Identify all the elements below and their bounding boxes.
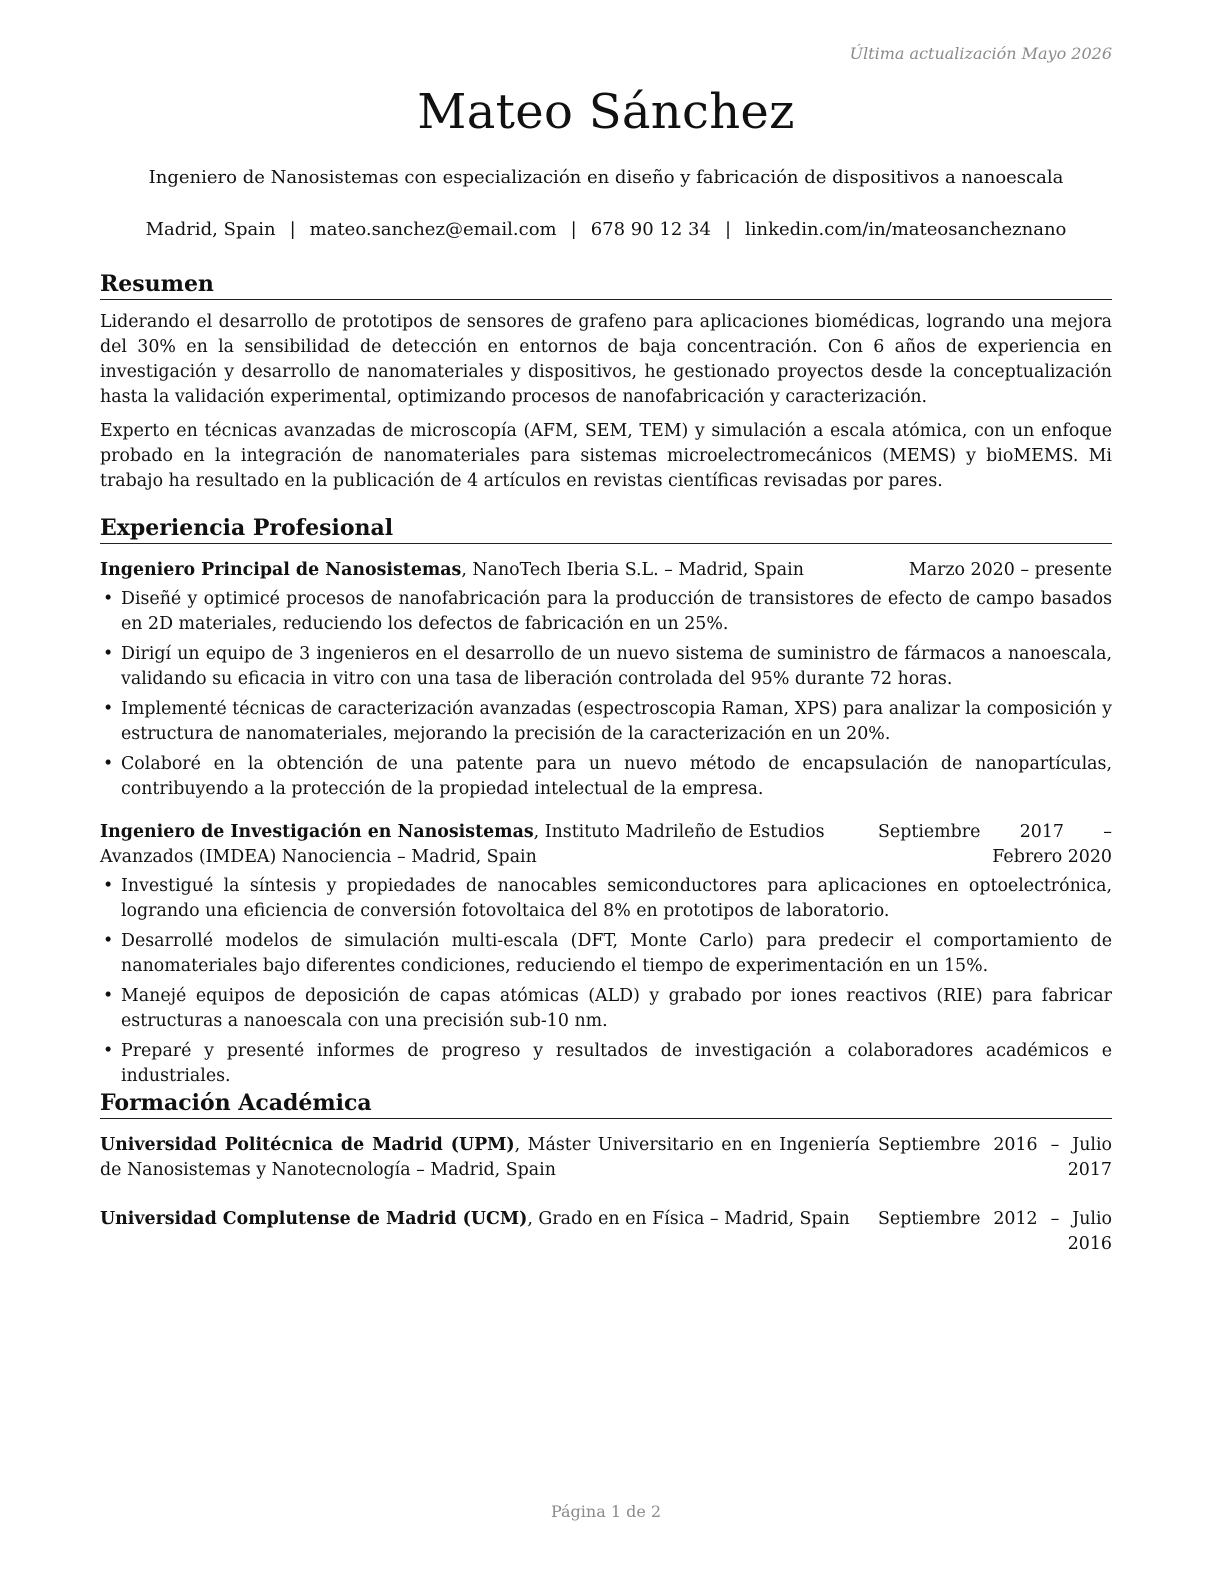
experience-entry bbox=[100, 558, 1112, 802]
contact-location: Madrid, Spain bbox=[145, 219, 276, 240]
bullet-icon: • bbox=[103, 931, 114, 951]
job-bullets bbox=[100, 874, 1112, 1089]
job-organization: , Instituto Madrileño de Estudios Avanzados (IMDEA) Nanociencia – Madrid, Spain bbox=[100, 822, 825, 867]
school-name: Universidad Complutense de Madrid (UCM) bbox=[100, 1209, 528, 1229]
section-title-education: Formación Académica bbox=[100, 1089, 1112, 1119]
list-item: • Dirigí un equipo de 3 ingenieros en el desarrollo de un nuevo sistema de suministro de fármacos a nanoescala, validando su eficacia in vitro con una tasa de liberación controlada del 95% durante 72 horas. bbox=[103, 644, 1112, 689]
degree-detail: , Grado en en Física – Madrid, Spain bbox=[527, 1209, 850, 1229]
education-dates: Septiembre 2012 – Julio 2016 bbox=[878, 1209, 1112, 1254]
education-dates: Septiembre 2016 – Julio 2017 bbox=[878, 1135, 1112, 1180]
contact-separator: | bbox=[724, 219, 732, 240]
job-dates: Marzo 2020 – presente bbox=[908, 560, 1112, 580]
entry-header bbox=[100, 1133, 1112, 1183]
page-number: Página 1 de 2 bbox=[550, 1502, 662, 1521]
job-bullets bbox=[100, 587, 1112, 802]
entry-header bbox=[100, 558, 1112, 583]
entry-header bbox=[100, 820, 1112, 870]
contact-email[interactable]: mateo.sanchez@email.com bbox=[309, 219, 557, 240]
job-role: Ingeniero Principal de Nanosistemas bbox=[100, 560, 462, 580]
list-item: • Manejé equipos de deposición de capas atómicas (ALD) y grabado por iones reactivos (RIE) para fabricar estructuras a nanoescala con una precisión sub-10 nm. bbox=[103, 986, 1112, 1031]
bullet-icon: • bbox=[103, 754, 114, 774]
tagline: Ingeniero de Nanosistemas con especialización en diseño y fabricación de dispositivos a nanoescala bbox=[148, 167, 1064, 188]
contact-linkedin[interactable]: linkedin.com/in/mateosancheznano bbox=[745, 219, 1067, 240]
bullet-icon: • bbox=[103, 644, 114, 664]
education-section bbox=[100, 1089, 1112, 1257]
bullet-icon: • bbox=[103, 1041, 114, 1061]
section-title-experience: Experiencia Profesional bbox=[100, 514, 1112, 544]
education-entry bbox=[100, 1133, 1112, 1183]
list-item: • Diseñé y optimicé procesos de nanofabricación para la producción de transistores de efecto de campo basados en 2D materiales, reduciendo los defectos de fabricación en un 25%. bbox=[103, 589, 1112, 634]
bullet-icon: • bbox=[103, 986, 114, 1006]
contact-line bbox=[100, 219, 1112, 240]
summary-paragraph: Experto en técnicas avanzadas de microscopía (AFM, SEM, TEM) y simulación a escala atómica, con un enfoque probado en la integración de nanomateriales para sistemas microelectromecánicos (MEMS) y bioMEMS. Mi trabajo ha resultado en la publicación de 4 artículos en revistas científicas revisadas por pares. bbox=[100, 421, 1112, 491]
resume-page bbox=[100, 0, 1112, 1584]
experience-section bbox=[100, 514, 1112, 1094]
candidate-name: Mateo Sánchez bbox=[417, 84, 795, 140]
job-dates: Septiembre 2017 – Febrero 2020 bbox=[878, 822, 1112, 867]
job-role: Ingeniero de Investigación en Nanosistemas bbox=[100, 822, 534, 842]
school-name: Universidad Politécnica de Madrid (UPM) bbox=[100, 1135, 515, 1155]
contact-separator: | bbox=[570, 219, 577, 240]
section-title-summary: Resumen bbox=[100, 270, 1112, 300]
contact-separator: | bbox=[289, 219, 296, 240]
bullet-icon: • bbox=[103, 589, 114, 609]
list-item: • Preparé y presenté informes de progreso y resultados de investigación a colaboradores académicos e industriales. bbox=[103, 1041, 1112, 1086]
list-item: • Implementé técnicas de caracterización avanzadas (espectroscopia Raman, XPS) para analizar la composición y estructura de nanomateriales, mejorando la precisión de la caracterización en un 20%. bbox=[103, 699, 1112, 744]
list-item: • Colaboré en la obtención de una patente para un nuevo método de encapsulación de nanopartículas, contribuyendo a la protección de la propiedad intelectual de la empresa. bbox=[103, 754, 1112, 799]
list-item: • Desarrollé modelos de simulación multi-escala (DFT, Monte Carlo) para predecir el comportamiento de nanomateriales bajo diferentes condiciones, reduciendo el tiempo de experimentación en un 15%. bbox=[103, 931, 1112, 976]
job-organization: , NanoTech Iberia S.L. – Madrid, Spain bbox=[461, 560, 804, 580]
bullet-icon: • bbox=[103, 699, 114, 719]
entry-header bbox=[100, 1207, 1112, 1257]
degree-detail: , Máster Universitario en en Ingeniería de Nanosistemas y Nanotecnología – Madrid, Spain bbox=[100, 1135, 870, 1180]
summary-paragraph: Liderando el desarrollo de prototipos de sensores de grafeno para aplicaciones biomédicas, logrando una mejora del 30% en la sensibilidad de detección en entornos de baja concentración. Con 6 años de experiencia en investigación y desarrollo de nanomateriales y dispositivos, he gestionado proyectos desde la conceptualización hasta la validación experimental, optimizando procesos de nanofabricación y caracterización. bbox=[100, 312, 1112, 407]
summary-section bbox=[100, 270, 1112, 494]
education-entry bbox=[100, 1207, 1112, 1257]
bullet-icon: • bbox=[103, 876, 114, 896]
last-updated: Última actualización Mayo 2026 bbox=[849, 44, 1112, 63]
list-item: • Investigué la síntesis y propiedades de nanocables semiconductores para aplicaciones en optoelectrónica, logrando una eficiencia de conversión fotovoltaica del 8% en prototipos de laboratorio. bbox=[103, 876, 1112, 921]
contact-phone: 678 90 12 34 bbox=[590, 219, 711, 240]
experience-entry bbox=[100, 820, 1112, 1089]
